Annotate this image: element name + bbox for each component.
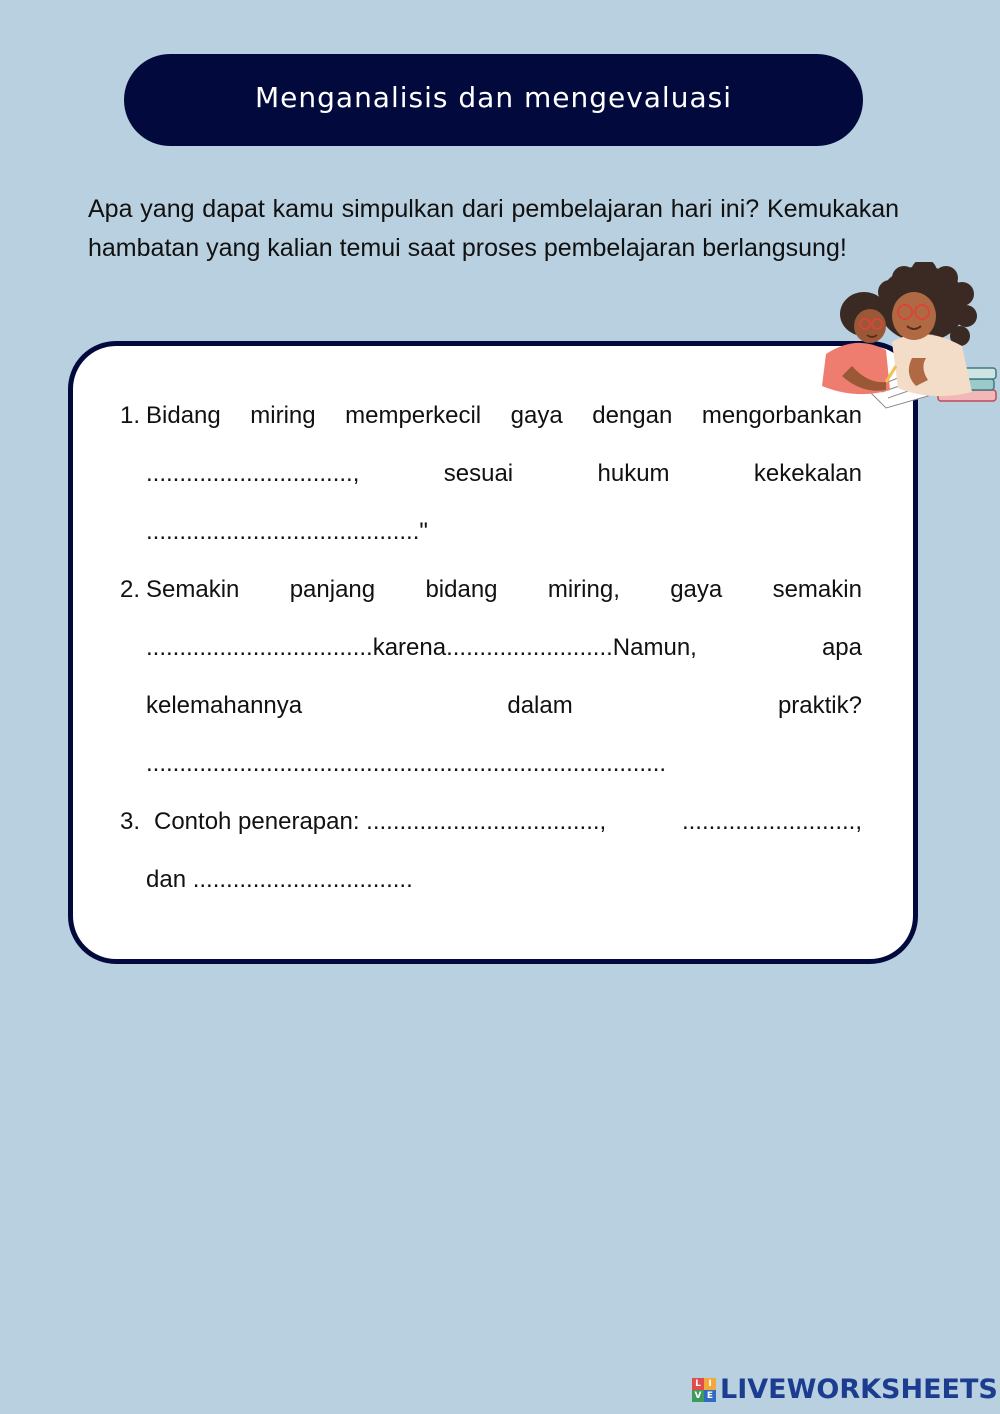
liveworksheets-logo[interactable] <box>692 1374 998 1405</box>
intro-paragraph: Apa yang dapat kamu simpulkan dari pembelajaran hari ini? Kemukakan hambatan yang kalian temui saat proses pembelajaran berlangsung! <box>88 195 899 262</box>
question-2-number: 2. <box>120 576 141 603</box>
question-3-number: 3. <box>120 808 141 835</box>
question-1-blank-line-2[interactable]: ..............................., sesuai hukum kekekalan <box>146 460 862 487</box>
page-title: Menganalisis dan mengevaluasi <box>255 80 732 114</box>
question-1-line-1: Bidang miring memperkecil gaya dengan mengorbankan <box>146 402 862 429</box>
title-banner <box>124 54 863 146</box>
question-1-blank-line-3[interactable]: ........................................." <box>146 518 428 545</box>
question-2-line-1: Semakin panjang bidang miring, gaya semakin <box>146 576 862 603</box>
question-1-number: 1. <box>120 402 141 429</box>
question-2-blank-line-4[interactable]: .............................................................................. <box>146 750 667 777</box>
question-2-blank-line-2[interactable]: ..................................karena.........................Namun, apa <box>146 634 862 661</box>
question-3-blank-line-1[interactable]: Contoh penerapan: ..................................., .........................., <box>154 808 862 835</box>
liveworksheets-logo-text: LIVEWORKSHEETS <box>720 1374 998 1405</box>
students-studying-illustration <box>812 262 1000 412</box>
liveworksheets-logo-icon: L I V E <box>692 1378 716 1402</box>
question-2-line-3: kelemahannya dalam praktik? <box>146 692 862 719</box>
question-3-blank-line-2[interactable]: dan ................................. <box>146 866 413 893</box>
